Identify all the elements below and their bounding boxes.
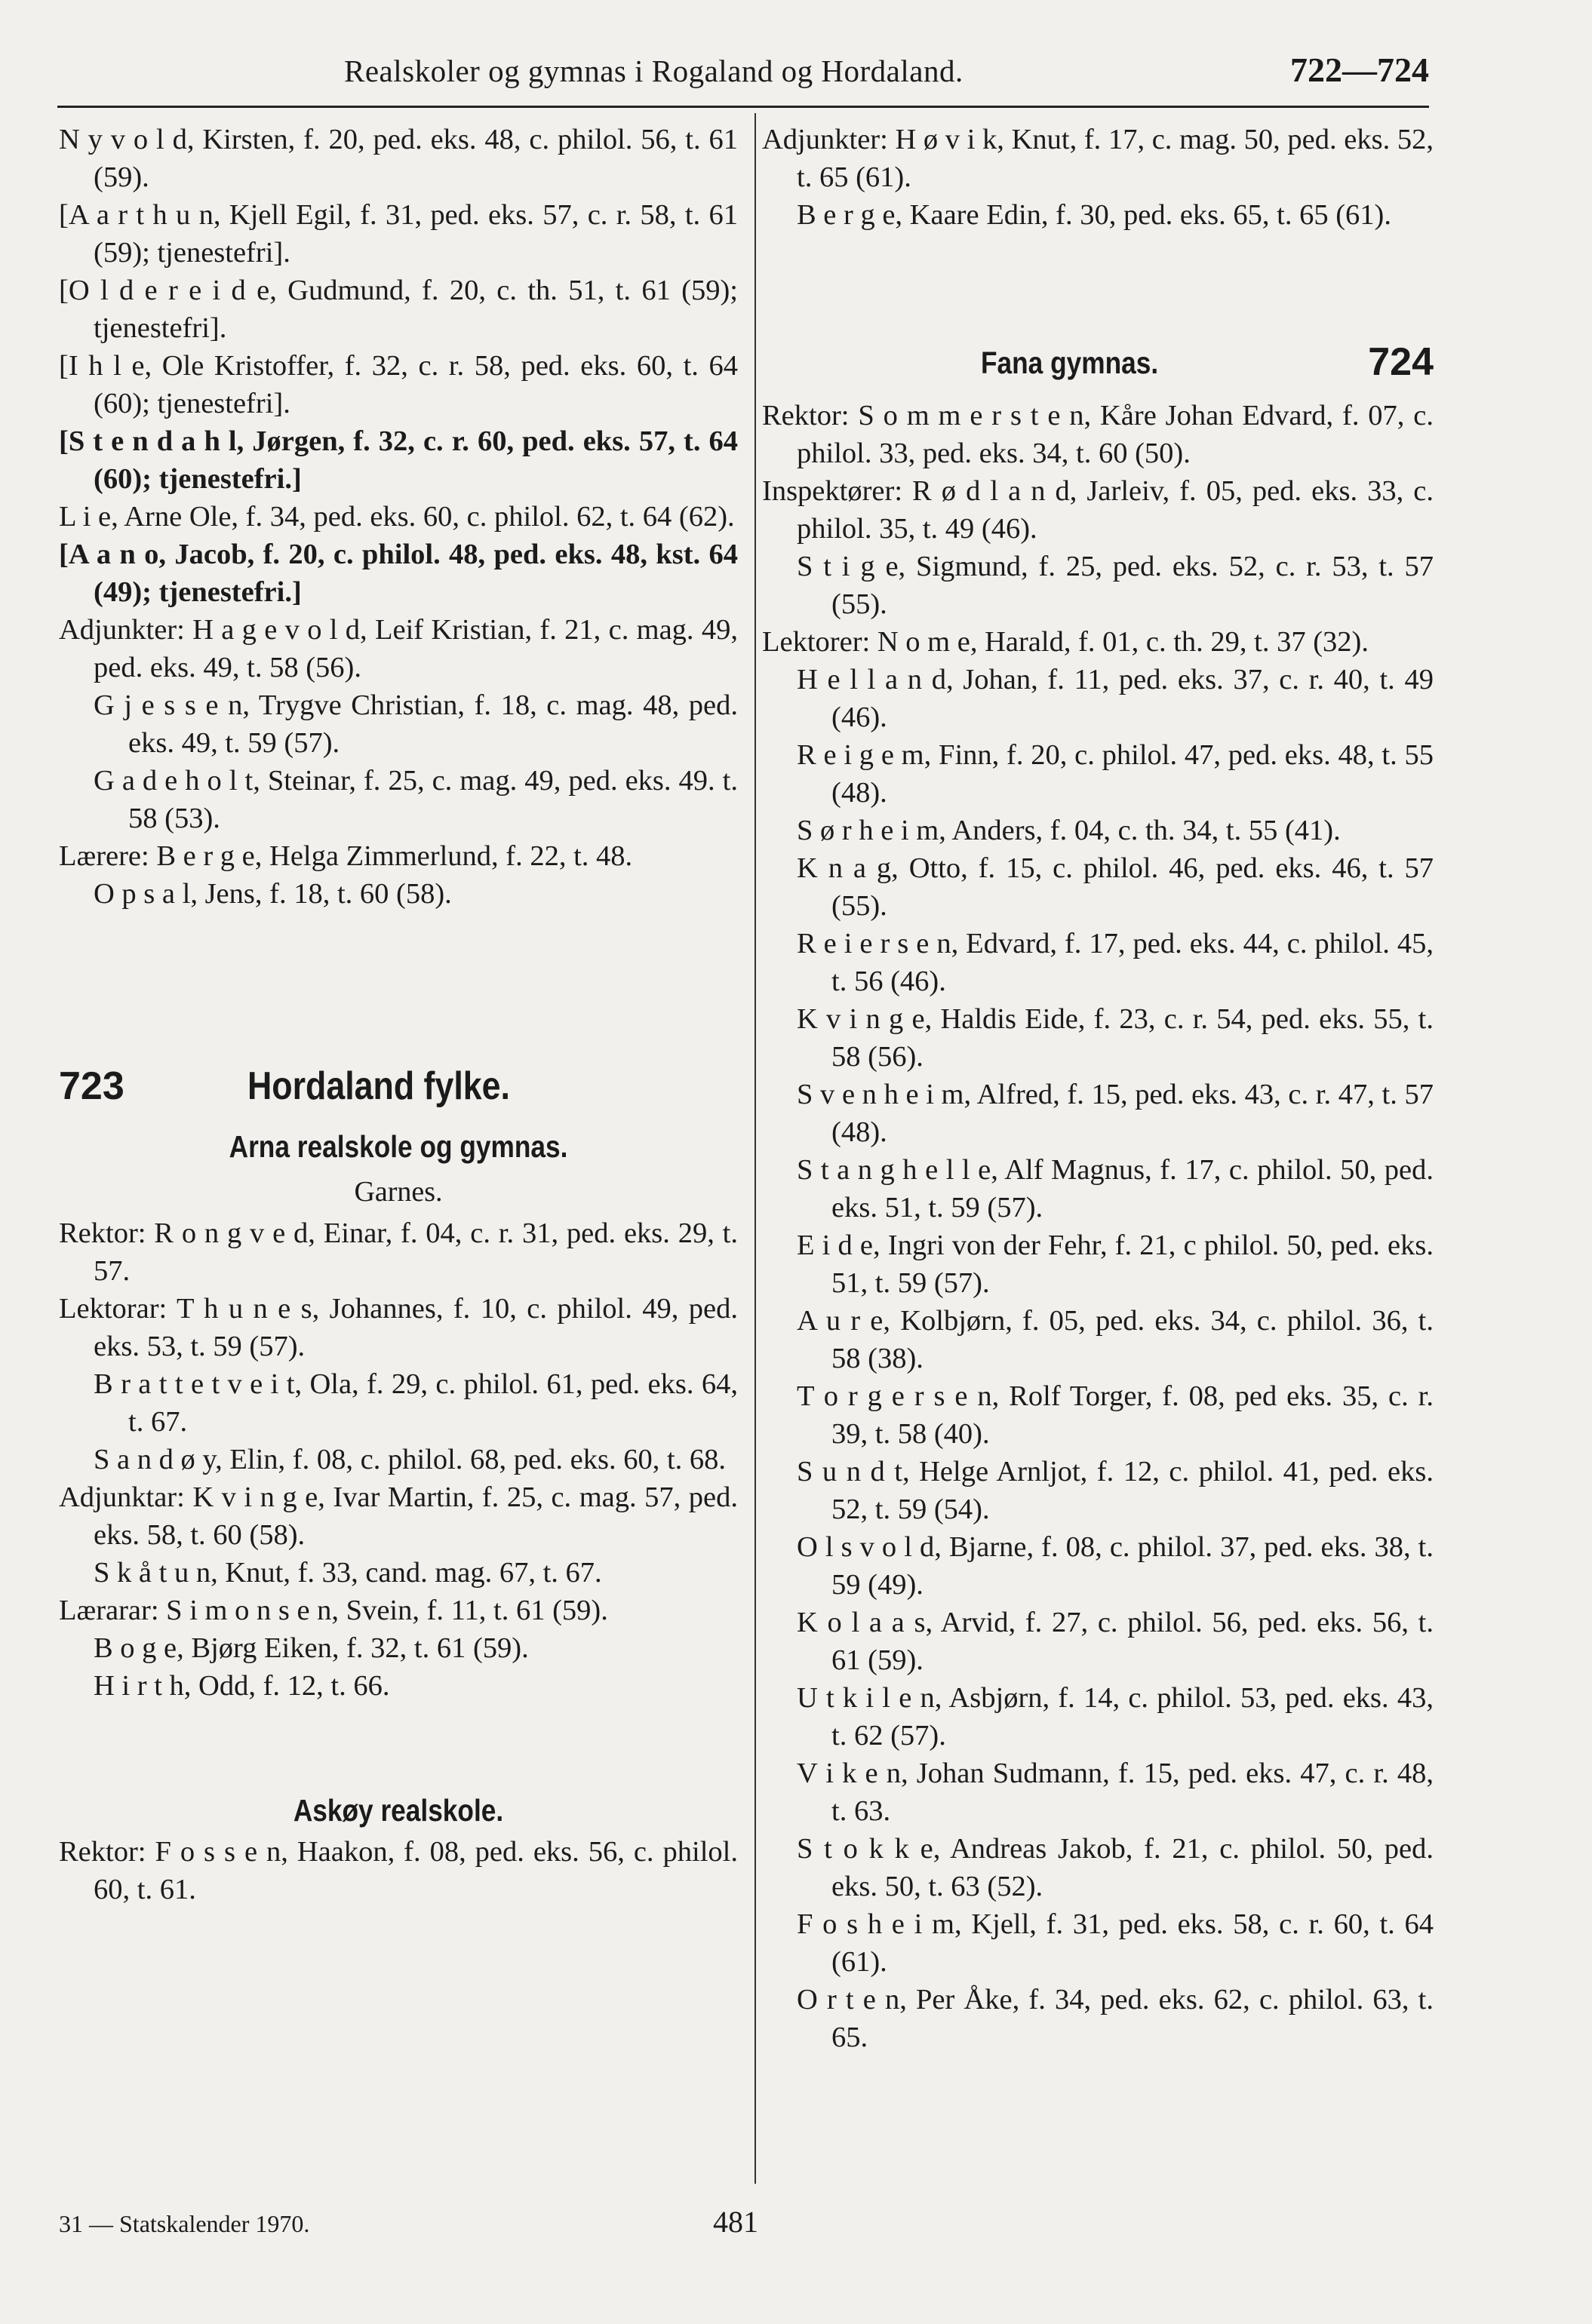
staff-entry: S ø r h e i m, Anders, f. 04, c. th. 34, t. 55 (41). <box>797 815 1341 846</box>
staff-entry: H e l l a n d, Johan, f. 11, ped. eks. 37, c. r. 40, t. 49 (46). <box>797 664 1434 733</box>
staff-entry: E i d e, Ingri von der Fehr, f. 21, c philol. 50, ped. eks. 51, t. 59 (57). <box>797 1230 1434 1299</box>
staff-entry: K v i n g e, Haldis Eide, f. 23, c. r. 54, ped. eks. 55, t. 58 (56). <box>797 1003 1434 1073</box>
staff-entry: Rektor: S o m m e r s t e n, Kåre Johan Edvard, f. 07, c. philol. 33, ped. eks. 34, t. 60 (50). <box>762 400 1434 469</box>
staff-entry: S t a n g h e l l e, Alf Magnus, f. 17, c. philol. 50, ped. eks. 51, t. 59 (57). <box>797 1154 1434 1223</box>
section-range: 722—724 <box>1290 51 1429 89</box>
staff-entry: S u n d t, Helge Arnljot, f. 12, c. philol. 41, ped. eks. 52, t. 59 (54). <box>797 1456 1434 1525</box>
staff-entry: K o l a a s, Arvid, f. 27, c. philol. 56, ped. eks. 56, t. 61 (59). <box>797 1607 1434 1676</box>
header-rule <box>57 106 1429 108</box>
staff-entry: [I h l e, Ole Kristoffer, f. 32, c. r. 58, ped. eks. 60, t. 64 (60); tjenestefri]. <box>59 350 738 419</box>
staff-entry: Adjunkter: H ø v i k, Knut, f. 17, c. mag. 50, ped. eks. 52, t. 65 (61). <box>762 124 1434 193</box>
left-column <box>59 121 738 1908</box>
staff-entry: Lærere: B e r g e, Helga Zimmerlund, f. 22, t. 48. <box>59 840 633 872</box>
staff-entry: B e r g e, Kaare Edin, f. 30, ped. eks. 65, t. 65 (61). <box>797 199 1391 231</box>
section-number: 723 <box>59 1064 124 1108</box>
staff-entry: B r a t t e t v e i t, Ola, f. 29, c. philol. 61, ped. eks. 64, t. 67. <box>94 1368 738 1438</box>
school-place: Garnes. <box>354 1176 443 1208</box>
staff-entry: V i k e n, Johan Sudmann, f. 15, ped. eks. 47, c. r. 48, t. 63. <box>797 1758 1434 1827</box>
staff-entry: S t i g e, Sigmund, f. 25, ped. eks. 52, c. r. 53, t. 57 (55). <box>797 551 1434 620</box>
staff-entry: [O l d e r e i d e, Gudmund, f. 20, c. th. 51, t. 61 (59); tjenestefri]. <box>59 275 738 344</box>
staff-entry: B o g e, Bjørg Eiken, f. 32, t. 61 (59). <box>94 1632 529 1664</box>
school-title: Arna realskole og gymnas. <box>229 1129 568 1164</box>
staff-entry: O r t e n, Per Åke, f. 34, ped. eks. 62, c. philol. 63, t. 65. <box>797 1984 1434 2053</box>
staff-entry: U t k i l e n, Asbjørn, f. 14, c. philol. 53, ped. eks. 43, t. 62 (57). <box>797 1682 1434 1751</box>
staff-entry: [A a n o, Jacob, f. 20, c. philol. 48, ped. eks. 48, kst. 64 (49); tjenestefri.] <box>59 539 738 608</box>
staff-entry: K n a g, Otto, f. 15, c. philol. 46, ped. eks. 46, t. 57 (55). <box>797 852 1434 922</box>
staff-entry: Lærarar: S i m o n s e n, Svein, f. 11, t. 61 (59). <box>59 1595 608 1626</box>
section-heading <box>59 1064 738 1124</box>
right-column <box>762 121 1434 2056</box>
staff-entry: O l s v o l d, Bjarne, f. 08, c. philol. 37, ped. eks. 38, t. 59 (49). <box>797 1531 1434 1601</box>
staff-entry: S k å t u n, Knut, f. 33, cand. mag. 67, t. 67. <box>94 1557 602 1589</box>
staff-entry: S a n d ø y, Elin, f. 08, c. philol. 68, ped. eks. 60, t. 68. <box>94 1444 727 1475</box>
staff-entry: N y v o l d, Kirsten, f. 20, ped. eks. 48, c. philol. 56, t. 61 (59). <box>59 124 738 193</box>
staff-entry: Inspektører: R ø d l a n d, Jarleiv, f. 05, ped. eks. 33, c. philol. 35, t. 49 (46). <box>762 475 1434 545</box>
page-header <box>57 47 1429 95</box>
footer-source: 31 — Statskalender 1970. <box>59 2210 310 2237</box>
staff-entry: Adjunktar: K v i n g e, Ivar Martin, f. 25, c. mag. 57, ped. eks. 58, t. 60 (58). <box>59 1481 738 1551</box>
staff-entry: F o s h e i m, Kjell, f. 31, ped. eks. 58, c. r. 60, t. 64 (61). <box>797 1908 1434 1978</box>
staff-entry: T o r g e r s e n, Rolf Torger, f. 08, ped eks. 35, c. r. 39, t. 58 (40). <box>797 1380 1434 1450</box>
staff-entry: G a d e h o l t, Steinar, f. 25, c. mag. 49, ped. eks. 49. t. 58 (53). <box>94 765 738 834</box>
staff-entry: H i r t h, Odd, f. 12, t. 66. <box>94 1670 390 1702</box>
staff-entry: S v e n h e i m, Alfred, f. 15, ped. eks. 43, c. r. 47, t. 57 (48). <box>797 1079 1434 1148</box>
staff-entry: G j e s s e n, Trygve Christian, f. 18, c. mag. 48, ped. eks. 49, t. 59 (57). <box>94 689 738 759</box>
staff-entry: [A a r t h u n, Kjell Egil, f. 31, ped. eks. 57, c. r. 58, t. 61 (59); tjenestefri]. <box>59 199 738 269</box>
staff-entry: L i e, Arne Ole, f. 34, ped. eks. 60, c. philol. 62, t. 64 (62). <box>59 501 735 533</box>
staff-entry: Rektor: F o s s e n, Haakon, f. 08, ped. eks. 56, c. philol. 60, t. 61. <box>59 1836 738 1905</box>
school-heading <box>762 339 1434 397</box>
staff-entry: R e i g e m, Finn, f. 20, c. philol. 47, ped. eks. 48, t. 55 (48). <box>797 739 1434 809</box>
staff-entry: R e i e r s e n, Edvard, f. 17, ped. eks. 44, c. philol. 45, t. 56 (46). <box>797 928 1434 997</box>
staff-entry: Adjunkter: H a g e v o l d, Leif Kristian, f. 21, c. mag. 49, ped. eks. 49, t. 58 (56). <box>59 614 738 683</box>
school-title: Fana gymnas. <box>981 345 1159 380</box>
section-title: Hordaland fylke. <box>247 1064 510 1108</box>
column-divider <box>755 113 756 2184</box>
staff-entry: S t o k k e, Andreas Jakob, f. 21, c. philol. 50, ped. eks. 50, t. 63 (52). <box>797 1833 1434 1902</box>
staff-entry: Lektorar: T h u n e s, Johannes, f. 10, c. philol. 49, ped. eks. 53, t. 59 (57). <box>59 1293 738 1362</box>
running-title: Realskoler og gymnas i Rogaland og Hordaland. <box>344 54 963 88</box>
section-number: 724 <box>1368 340 1434 384</box>
staff-entry: Rektor: R o n g v e d, Einar, f. 04, c. r. 31, ped. eks. 29, t. 57. <box>59 1217 738 1287</box>
staff-entry: [S t e n d a h l, Jørgen, f. 32, c. r. 60, ped. eks. 57, t. 64 (60); tjenestefri.] <box>59 425 738 495</box>
staff-entry: A u r e, Kolbjørn, f. 05, ped. eks. 34, c. philol. 36, t. 58 (38). <box>797 1305 1434 1374</box>
staff-entry: O p s a l, Jens, f. 18, t. 60 (58). <box>94 878 452 910</box>
school-title: Askøy realskole. <box>293 1793 504 1828</box>
staff-entry: Lektorer: N o m e, Harald, f. 01, c. th. 29, t. 37 (32). <box>762 626 1369 658</box>
page-number: 481 <box>713 2205 758 2239</box>
